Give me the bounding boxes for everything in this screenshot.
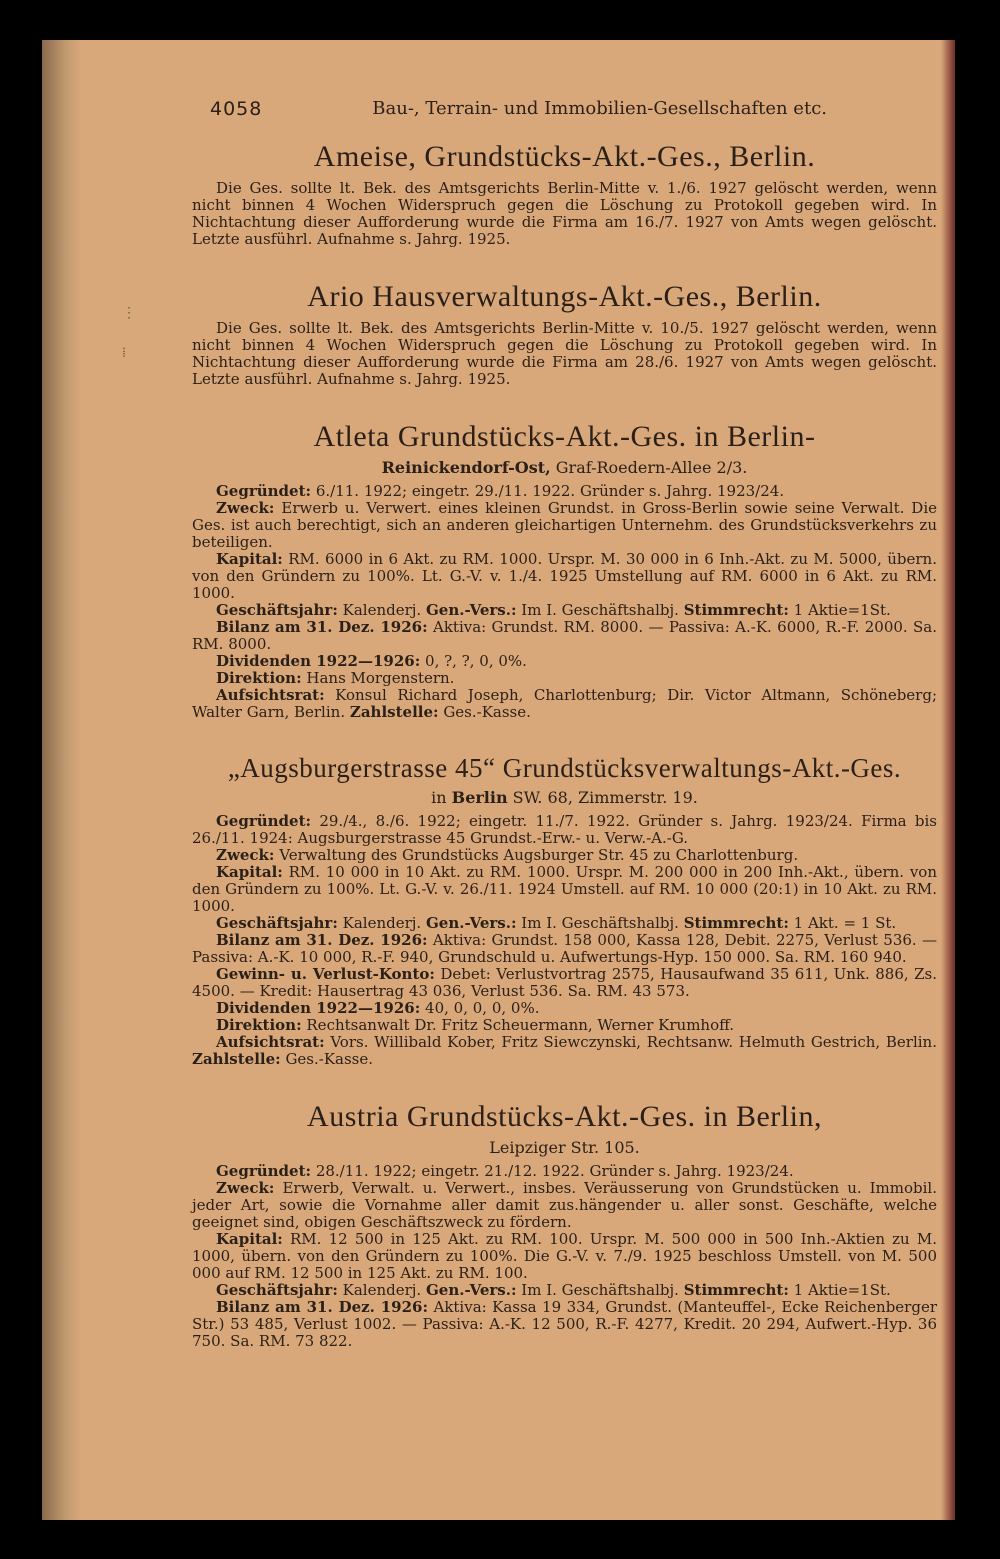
field-label: Stimmrecht: bbox=[683, 914, 789, 932]
entry-line bbox=[192, 1000, 937, 1017]
section-title: Bau-, Terrain- und Immobilien-Gesellschaften etc. bbox=[372, 98, 827, 119]
entry-line bbox=[192, 847, 937, 864]
field-label: Gen.-Vers.: bbox=[425, 601, 517, 619]
field-value: Aktiva: Kassa 19 334, Grundst. (Manteuffel-, Ecke Reichenberger Str.) 53 485, Verlust 1002. — Passiva: A.-K. 12 500, R.-F. 4277, Kredit. 20 294, Aufwert.-Hyp. 36 750. Sa. RM. 73 822. bbox=[192, 1298, 938, 1350]
entry-line bbox=[192, 483, 937, 500]
field-label: Direktion: bbox=[216, 1016, 302, 1034]
field-value: Kalenderj. bbox=[337, 601, 422, 619]
field-value: Vors. Willibald Kober, Fritz Siewczynski, Rechtsanw. Helmuth Gestrich, Berlin. bbox=[324, 1033, 937, 1051]
field-value: RM. 10 000 in 10 Akt. zu RM. 1000. Urspr. M. 200 000 in 200 Inh.-Akt., übern. von den Gründern zu 100%. Lt. G.-V. v. 26./11. 1924 Umstell. auf RM. 10 000 (20:1) in 10 Akt. zu RM. 1000. bbox=[192, 863, 937, 915]
field-value: Erwerb, Verwalt. u. Verwert., insbes. Veräusserung von Grundstücken u. Immobil. jeder Art, sowie die Vornahme aller damit zus.hängender u. aller sonst. Geschäfte, welche geeignet sind, obigen Geschäftszweck zu fördern. bbox=[192, 1179, 937, 1231]
entry-title: Austria Grundstücks-Akt.-Ges. in Berlin, bbox=[307, 1100, 822, 1133]
field-value: Im I. Geschäftshalbj. bbox=[516, 601, 679, 619]
entry-line bbox=[192, 1017, 937, 1034]
entry-line bbox=[192, 915, 937, 932]
field-value: Kalenderj. bbox=[337, 914, 422, 932]
field-value: 1 Aktie=1St. bbox=[788, 601, 891, 619]
field-label: Gen.-Vers.: bbox=[425, 1281, 517, 1299]
field-label: Kapital: bbox=[216, 863, 283, 881]
entry-line bbox=[192, 813, 937, 847]
field-label: Zweck: bbox=[216, 846, 275, 864]
entry-line bbox=[192, 932, 937, 966]
field-value: Konsul Richard Joseph, Charlottenburg; Dir. Victor Altmann, Schöneberg; Walter Garn, Berlin. bbox=[192, 686, 937, 721]
field-value: Aktiva: Grundst. RM. 8000. — Passiva: A.-K. 6000, R.-F. 2000. Sa. RM. 8000. bbox=[192, 618, 938, 653]
entry-line bbox=[192, 1282, 937, 1299]
field-label: Geschäftsjahr: bbox=[216, 601, 338, 619]
field-value: Rechtsanwalt Dr. Fritz Scheuermann, Werner Krumhoff. bbox=[301, 1016, 734, 1034]
entry-line bbox=[192, 653, 937, 670]
field-label: Zahlstelle: bbox=[349, 703, 439, 721]
field-label: Geschäftsjahr: bbox=[216, 914, 338, 932]
field-label: Dividenden 1922—1926: bbox=[216, 999, 421, 1017]
entry-body: Die Ges. sollte lt. Bek. des Amtsgerichts Berlin-Mitte v. 10./5. 1927 gelöscht werden, wenn nicht binnen 4 Wochen Widerspruch gegen die Löschung zu Protokoll gegeben wird. In Nichtachtung dieser Aufforderung wurde die Firma am 28./6. 1927 von Amts wegen gelöscht. Letzte ausführl. Aufnahme s. Jahrg. 1925. bbox=[192, 319, 937, 388]
field-value: Debet: Verlustvortrag 2575, Hausaufwand 35 611, Unk. 886, Zs. 4500. — Kredit: Hausertrag 43 036, Verlust 536. Sa. RM. 43 573. bbox=[192, 965, 937, 1000]
field-value: Im I. Geschäftshalbj. bbox=[516, 914, 679, 932]
field-value: Verwaltung des Grundstücks Augsburger Str. 45 zu Charlottenburg. bbox=[274, 846, 799, 864]
field-label: Gegründet: bbox=[216, 1162, 312, 1180]
field-label: Bilanz am 31. Dez. 1926: bbox=[216, 1298, 429, 1316]
entry-line bbox=[192, 602, 937, 619]
entry-street: SW. 68, Zimmerstr. 19. bbox=[507, 788, 698, 807]
entry-address bbox=[192, 458, 937, 477]
entry-line bbox=[192, 687, 937, 721]
field-label: Zweck: bbox=[216, 499, 275, 517]
entry-title: Atleta Grundstücks-Akt.-Ges. in Berlin- bbox=[313, 420, 816, 453]
field-label: Kapital: bbox=[216, 1230, 283, 1248]
field-value: Im I. Geschäftshalbj. bbox=[516, 1281, 679, 1299]
field-label: Bilanz am 31. Dez. 1926: bbox=[216, 931, 428, 949]
field-label: Aufsichtsrat: bbox=[216, 1033, 325, 1051]
book-binding bbox=[42, 40, 82, 1520]
page-content bbox=[192, 98, 937, 1350]
entry-location: Reinickendorf-Ost, bbox=[381, 458, 551, 477]
running-header bbox=[210, 98, 937, 128]
entry-address bbox=[192, 788, 937, 807]
field-value: RM. 12 500 in 125 Akt. zu RM. 100. Urspr. M. 500 000 in 500 Inh.-Aktien zu M. 1000, übern. von den Gründern zu 100%. Die G.-V. v. 7./9. 1925 beschloss Umstell. von M. 500 000 auf RM. 12 500 in 125 Akt. zu RM. 100. bbox=[192, 1230, 937, 1282]
entry-line bbox=[192, 1231, 937, 1282]
entry-title: „Augsburgerstrasse 45“ Grundstücksverwaltungs-Akt.-Ges. bbox=[227, 753, 902, 783]
page-edge bbox=[941, 40, 955, 1520]
field-value: Aktiva: Grundst. 158 000, Kassa 128, Debit. 2275, Verlust 536. — Passiva: A.-K. 10 000, R.-F. 940, Grundschuld u. Aufwertungs-Hyp. 150 000. Sa. RM. 160 940. bbox=[192, 931, 938, 966]
field-label: Gen.-Vers.: bbox=[425, 914, 517, 932]
field-label: Geschäftsjahr: bbox=[216, 1281, 338, 1299]
book-page bbox=[42, 40, 955, 1520]
entry-title: Ameise, Grundstücks-Akt.-Ges., Berlin. bbox=[313, 140, 816, 173]
field-value: Kalenderj. bbox=[337, 1281, 422, 1299]
field-label: Stimmrecht: bbox=[683, 1281, 789, 1299]
field-label: Aufsichtsrat: bbox=[216, 686, 325, 704]
entry-line bbox=[192, 1034, 937, 1068]
field-label: Zahlstelle: bbox=[192, 1050, 281, 1068]
field-label: Gewinn- u. Verlust-Konto: bbox=[216, 965, 435, 983]
field-value: 1 Aktie=1St. bbox=[788, 1281, 891, 1299]
field-value: Ges.-Kasse. bbox=[280, 1050, 374, 1068]
field-value: Hans Morgenstern. bbox=[301, 669, 455, 687]
field-value: 40, 0, 0, 0, 0%. bbox=[420, 999, 540, 1017]
entry-line bbox=[192, 1180, 937, 1231]
entry-prefix: in bbox=[431, 788, 452, 807]
entry-body: Die Ges. sollte lt. Bek. des Amtsgerichts Berlin-Mitte v. 1./6. 1927 gelöscht werden, wenn nicht binnen 4 Wochen Widerspruch gegen die Löschung zu Protokoll gegeben wird. In Nichtachtung dieser Aufforderung wurde die Firma am 16./7. 1927 von Amts wegen gelöscht. Letzte ausführl. Aufnahme s. Jahrg. 1925. bbox=[192, 179, 937, 248]
field-label: Stimmrecht: bbox=[683, 601, 789, 619]
field-label: Dividenden 1922—1926: bbox=[216, 652, 421, 670]
entry-line bbox=[192, 670, 937, 687]
field-label: Bilanz am 31. Dez. 1926: bbox=[216, 618, 428, 636]
field-label: Zweck: bbox=[216, 1179, 275, 1197]
field-value: 0, ?, ?, 0, 0%. bbox=[420, 652, 527, 670]
entry-street: Graf-Roedern-Allee 2/3. bbox=[550, 458, 748, 477]
field-label: Direktion: bbox=[216, 669, 302, 687]
entry-line bbox=[192, 966, 937, 1000]
field-value: 29./4., 8./6. 1922; eingetr. 11./7. 1922. Gründer s. Jahrg. 1923/24. Firma bis 26./11. 1924: Augsburgerstrasse 45 Grundst.-Erw.- u. Verw.-A.-G. bbox=[192, 812, 937, 847]
entry-line bbox=[192, 500, 937, 551]
entry-street: Leipziger Str. 105. bbox=[489, 1138, 640, 1157]
field-value: Ges.-Kasse. bbox=[438, 703, 531, 721]
entry-location: Berlin bbox=[451, 788, 508, 807]
field-value: Erwerb u. Verwert. eines kleinen Grundst. in Gross-Berlin sowie seine Verwalt. Die Ges. ist auch berechtigt, sich an anderen gleichartigen Unternehm. des Grundstücksverkehrs zu beteiligen. bbox=[192, 499, 937, 551]
entry-line bbox=[192, 864, 937, 915]
entry-line bbox=[192, 619, 937, 653]
field-value: 1 Akt. = 1 St. bbox=[788, 914, 897, 932]
field-label: Gegründet: bbox=[216, 812, 312, 830]
entry-title: Ario Hausverwaltungs-Akt.-Ges., Berlin. bbox=[307, 280, 822, 313]
field-value: RM. 6000 in 6 Akt. zu RM. 1000. Urspr. M. 30 000 in 6 Inh.-Akt. zu M. 5000, übern. von den Gründern zu 100%. Lt. G.-V. v. 1./4. 1925 Umstellung auf RM. 6000 in 6 Akt. zu RM. 1000. bbox=[192, 550, 937, 602]
binding-mark: ⁞ bbox=[122, 345, 126, 361]
entry-line bbox=[192, 1299, 937, 1350]
entry-line bbox=[192, 551, 937, 602]
field-value: 28./11. 1922; eingetr. 21./12. 1922. Gründer s. Jahrg. 1923/24. bbox=[311, 1162, 794, 1180]
page-number: 4058 bbox=[210, 98, 263, 120]
field-label: Kapital: bbox=[216, 550, 283, 568]
field-label: Gegründet: bbox=[216, 482, 312, 500]
entry-address bbox=[192, 1138, 937, 1157]
field-value: 6./11. 1922; eingetr. 29./11. 1922. Gründer s. Jahrg. 1923/24. bbox=[311, 482, 785, 500]
binding-mark: ⋮ bbox=[122, 305, 136, 321]
entry-line bbox=[192, 1163, 937, 1180]
